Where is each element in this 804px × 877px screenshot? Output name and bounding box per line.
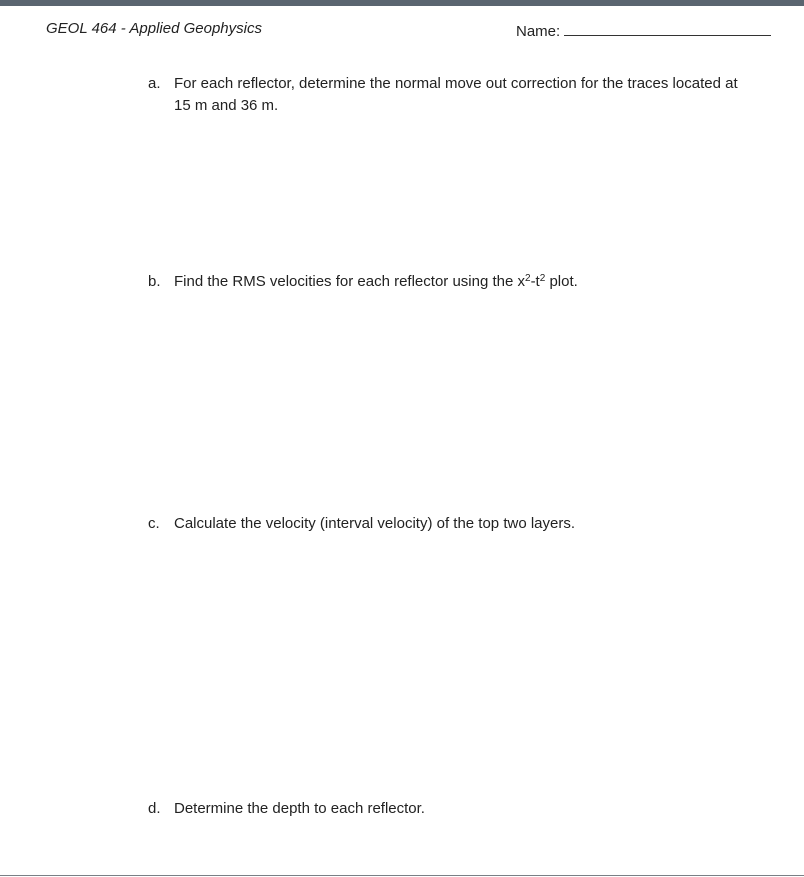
question-text-part: Find the RMS velocities for each reflector using the x [174, 273, 525, 290]
top-header-bar [0, 0, 804, 6]
question-b [148, 271, 758, 293]
question-c [148, 513, 758, 535]
question-text-part: -t [530, 273, 540, 290]
bottom-divider [0, 875, 804, 876]
course-title: GEOL 464 - Applied Geophysics [46, 20, 262, 37]
question-text [174, 271, 758, 293]
question-a [148, 73, 758, 117]
question-letter: b. [148, 273, 161, 290]
question-letter: a. [148, 75, 161, 92]
superscript: 2 [525, 273, 531, 284]
question-text: For each reflector, determine the normal move out correction for the traces located at 15 m and 36 m. [174, 75, 738, 114]
question-text: Determine the depth to each reflector. [174, 800, 425, 817]
question-d [148, 798, 758, 820]
question-letter: d. [148, 800, 161, 817]
question-letter: c. [148, 515, 160, 532]
name-label: Name: [516, 23, 561, 40]
question-text: Calculate the velocity (interval velocity) of the top two layers. [174, 515, 576, 532]
question-text-part: plot. [545, 273, 578, 290]
name-field [516, 20, 771, 40]
superscript: 2 [539, 273, 546, 284]
name-blank-line[interactable] [564, 20, 771, 36]
